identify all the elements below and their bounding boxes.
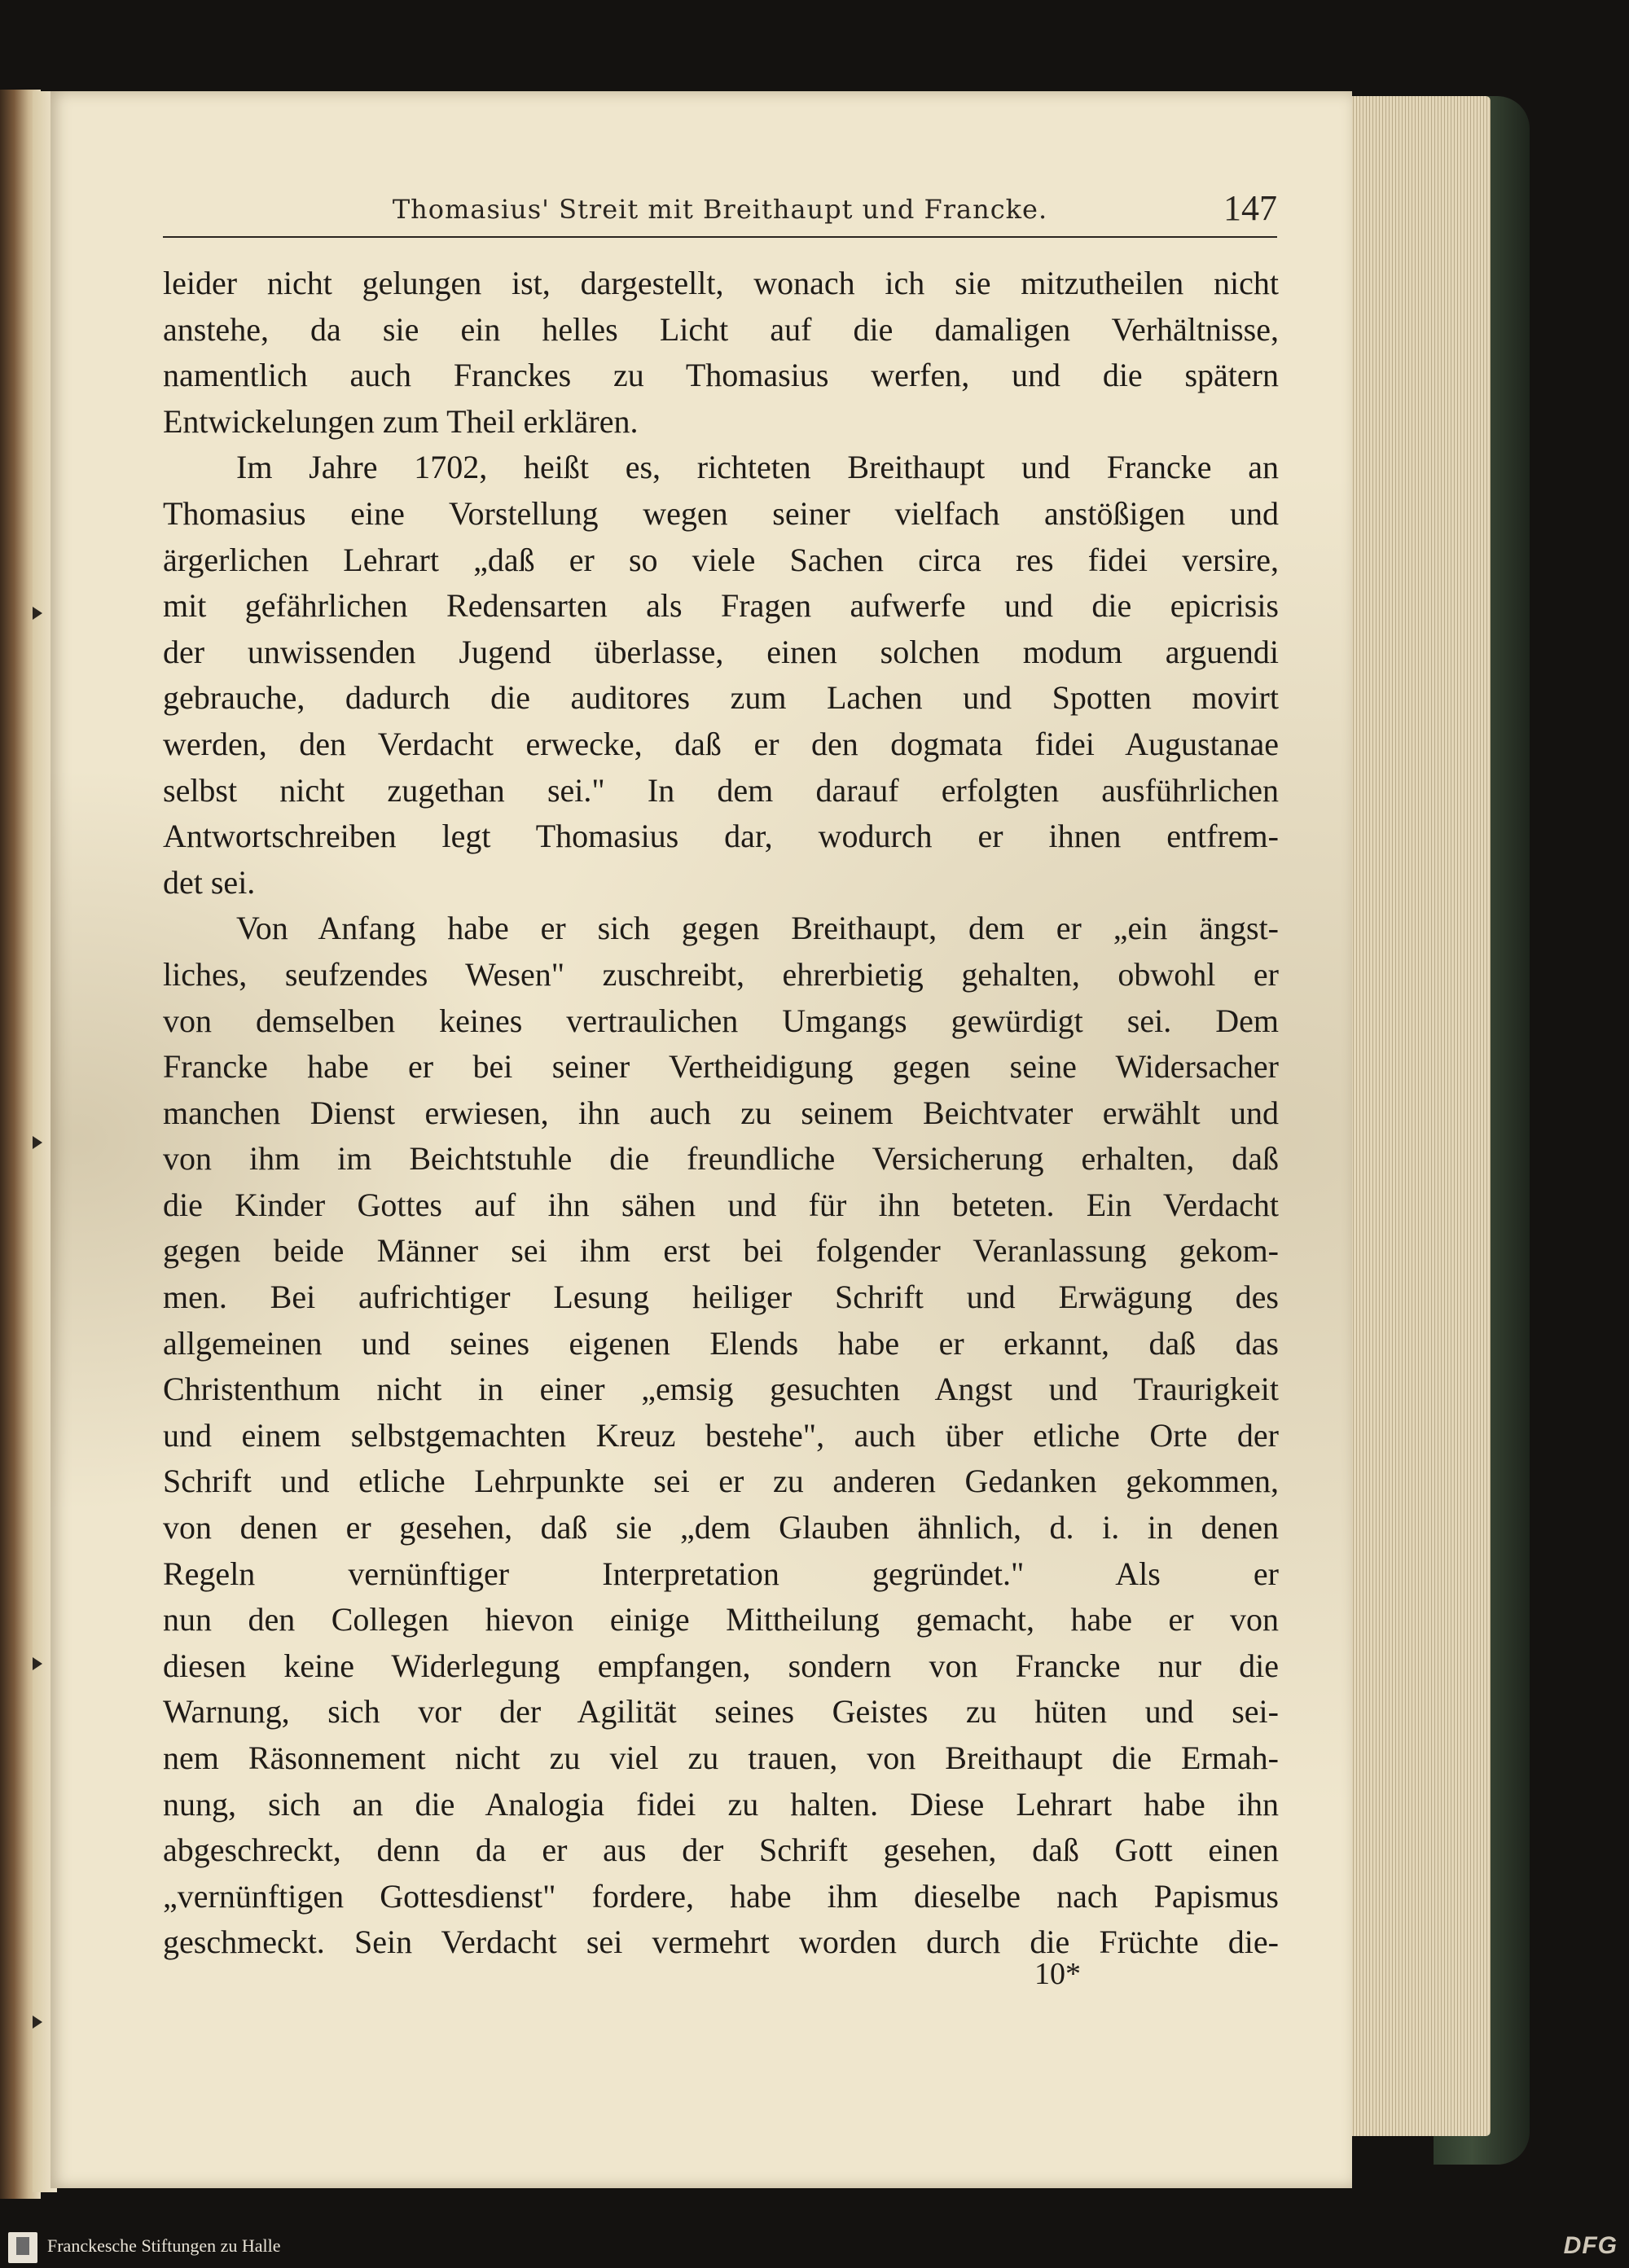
page-number: 147 bbox=[1223, 188, 1277, 228]
dfg-logo: DFG bbox=[1563, 2232, 1618, 2259]
text-line: Von Anfang habe er sich gegen Breithaupt, dem er „ein ängst- bbox=[236, 910, 1279, 947]
text-line: namentlich auch Franckes zu Thomasius werfen, und die spätern bbox=[163, 357, 1279, 394]
text-line: der unwissenden Jugend überlasse, einen solchen modum arguendi bbox=[163, 633, 1279, 670]
text-line: Warnung, sich vor der Agilität seines Geistes zu hüten und sei- bbox=[163, 1693, 1279, 1731]
text-line: „vernünftigen Gottesdienst" fordere, habe ihm dieselbe nach Papismus bbox=[163, 1877, 1279, 1915]
text-line: nem Räsonnement nicht zu viel zu trauen, von Breithaupt die Ermah- bbox=[163, 1739, 1279, 1776]
text-line: nun den Collegen hievon einige Mittheilung gemacht, habe er von bbox=[163, 1601, 1279, 1638]
text-line: gegen beide Männer sei ihm erst bei folgender Veranlassung gekom- bbox=[163, 1232, 1279, 1270]
text-line: Schrift und etliche Lehrpunkte sei er zu anderen Gedanken gekommen, bbox=[163, 1463, 1279, 1500]
margin-arrow-icon bbox=[33, 2016, 42, 2029]
text-line: manchen Dienst erwiesen, ihn auch zu seinem Beichtvater erwählt und bbox=[163, 1094, 1279, 1131]
text-line: det sei. bbox=[163, 863, 256, 901]
page-stack bbox=[1328, 96, 1491, 2136]
text-line: allgemeinen und seines eigenen Elends habe er erkannt, daß das bbox=[163, 1324, 1279, 1362]
text-line: Thomasius eine Vorstellung wegen seiner vielfach anstößigen und bbox=[163, 494, 1279, 532]
text-line: Im Jahre 1702, heißt es, richteten Breithaupt und Francke an bbox=[236, 449, 1279, 486]
text-line: liches, seufzendes Wesen" zuschreibt, ehrerbietig gehalten, obwohl er bbox=[163, 955, 1279, 993]
text-line: ärgerlichen Lehrart „daß er so viele Sachen circa res fidei versire, bbox=[163, 541, 1279, 578]
text-line: Francke habe er bei seiner Vertheidigung gegen seine Widersacher bbox=[163, 1048, 1279, 1086]
text-line: nung, sich an die Analogia fidei zu halten. Diese Lehrart habe ihn bbox=[163, 1785, 1279, 1823]
text-line: von denen er gesehen, daß sie „dem Glauben ähnlich, d. i. in denen bbox=[163, 1509, 1279, 1546]
text-line: von demselben keines vertraulichen Umgangs gewürdigt sei. Dem bbox=[163, 1002, 1279, 1039]
footer-bar bbox=[0, 2227, 1629, 2268]
text-line: Regeln vernünftiger Interpretation gegründet." Als er bbox=[163, 1555, 1279, 1592]
text-line: Entwickelungen zum Theil erklären. bbox=[163, 402, 639, 440]
text-line: men. Bei aufrichtiger Lesung heiliger Schrift und Erwägung des bbox=[163, 1279, 1279, 1316]
signature-mark: 10* bbox=[1034, 1957, 1081, 1991]
text-line: anstehe, da sie ein helles Licht auf die damaligen Verhältnisse, bbox=[163, 310, 1279, 348]
text-line: geschmeckt. Sein Verdacht sei vermehrt worden durch die Früchte die- bbox=[163, 1924, 1279, 1961]
footer-institution: Franckesche Stiftungen zu Halle bbox=[47, 2235, 281, 2256]
text-line: diesen keine Widerlegung empfangen, sondern von Francke nur die bbox=[163, 1647, 1279, 1684]
margin-arrow-icon bbox=[33, 1657, 42, 1670]
institution-logo-icon bbox=[8, 2232, 37, 2263]
text-line: die Kinder Gottes auf ihn sähen und für ihn beteten. Ein Verdacht bbox=[163, 1186, 1279, 1223]
text-line: selbst nicht zugethan sei." In dem darauf erfolgten ausführlichen bbox=[163, 771, 1279, 809]
text-line: und einem selbstgemachten Kreuz bestehe", auch über etliche Orte der bbox=[163, 1416, 1279, 1454]
text-line: Antwortschreiben legt Thomasius dar, wodurch er ihnen entfrem- bbox=[163, 818, 1279, 855]
text-line: Christenthum nicht in einer „emsig gesuchten Angst und Traurigkeit bbox=[163, 1371, 1279, 1408]
body-text bbox=[163, 261, 1279, 1966]
text-line: leider nicht gelungen ist, dargestellt, wonach ich sie mitzutheilen nicht bbox=[163, 265, 1279, 301]
text-line: mit gefährlichen Redensarten als Fragen aufwerfe und die epicrisis bbox=[163, 587, 1279, 625]
running-head bbox=[163, 187, 1277, 238]
text-line: abgeschreckt, denn da er aus der Schrift gesehen, daß Gott einen bbox=[163, 1832, 1279, 1869]
text-line: werden, den Verdacht erwecke, daß er den dogmata fidei Augustanae bbox=[163, 725, 1279, 762]
text-line: von ihm im Beichtstuhle die freundliche Versicherung erhalten, daß bbox=[163, 1140, 1279, 1178]
running-title: Thomasius' Streit mit Breithaupt und Francke. bbox=[392, 194, 1048, 225]
book-page bbox=[50, 91, 1352, 2188]
margin-arrow-icon bbox=[33, 1136, 42, 1149]
text-line: gebrauche, dadurch die auditores zum Lachen und Spotten movirt bbox=[163, 679, 1279, 717]
margin-arrow-icon bbox=[33, 607, 42, 620]
